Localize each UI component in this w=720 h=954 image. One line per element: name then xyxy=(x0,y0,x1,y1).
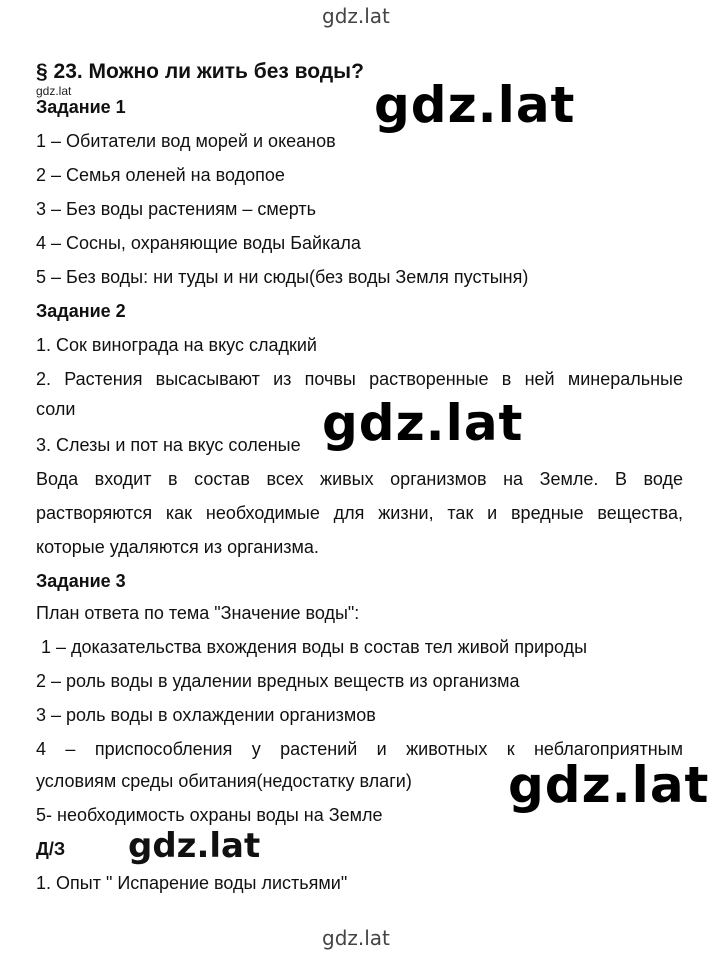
watermark-mid: gdz.lat xyxy=(128,826,261,866)
task1-item-5: 5 – Без воды: ни туды и ни сюды(без воды Земля пустыня) xyxy=(36,267,529,287)
task2-heading: Задание 2 xyxy=(36,301,126,321)
task2-paragraph-line-2: растворяются как необходимые для жизни, так и вредные вещества, xyxy=(36,503,683,523)
task3-item-3: 3 – роль воды в охлаждении организмов xyxy=(36,705,376,725)
task2-item-3: 3. Слезы и пот на вкус соленые xyxy=(36,435,301,455)
task2-paragraph-line-1: Вода входит в состав всех живых организмов на Земле. В воде xyxy=(36,469,683,489)
task3-heading: Задание 3 xyxy=(36,571,126,591)
watermark-bottom: gdz.lat xyxy=(322,926,390,950)
task1-heading: Задание 1 xyxy=(36,97,126,117)
task3-intro: План ответа по тема "Значение воды": xyxy=(36,603,360,623)
task3-item-4-line-2: условиям среды обитания(недостатку влаги) xyxy=(36,771,412,791)
task2-item-2-line-1: 2. Растения высасывают из почвы растворенные в ней минеральные xyxy=(36,369,683,389)
task2-paragraph-line-3: которые удаляются из организма. xyxy=(36,537,319,557)
task2-item-2-line-2: соли xyxy=(36,399,76,419)
task1-item-1: 1 – Обитатели вод морей и океанов xyxy=(36,131,336,151)
watermark-top: gdz.lat xyxy=(322,4,390,28)
page-title: § 23. Можно ли жить без воды? xyxy=(36,60,364,83)
watermark-big-1: gdz.lat xyxy=(374,76,576,134)
task1-item-4: 4 – Сосны, охраняющие воды Байкала xyxy=(36,233,361,253)
homework-item-1: 1. Опыт " Испарение воды листьями" xyxy=(36,873,348,893)
task3-item-4-line-1: 4 – приспособления у растений и животных к неблагоприятным xyxy=(36,739,683,759)
task3-item-5: 5- необходимость охраны воды на Земле xyxy=(36,805,383,825)
watermark-big-2: gdz.lat xyxy=(322,394,524,452)
task1-item-2: 2 – Семья оленей на водопое xyxy=(36,165,285,185)
task3-item-1: 1 – доказательства вхождения воды в состав тел живой природы xyxy=(36,637,588,657)
homework-heading: Д/З xyxy=(36,839,66,859)
task2-item-1: 1. Сок винограда на вкус сладкий xyxy=(36,335,317,355)
watermark-tiny: gdz.lat xyxy=(36,84,72,98)
watermark-big-3: gdz.lat xyxy=(508,756,710,814)
task1-item-3: 3 – Без воды растениям – смерть xyxy=(36,199,316,219)
task3-item-2: 2 – роль воды в удалении вредных веществ из организма xyxy=(36,671,520,691)
